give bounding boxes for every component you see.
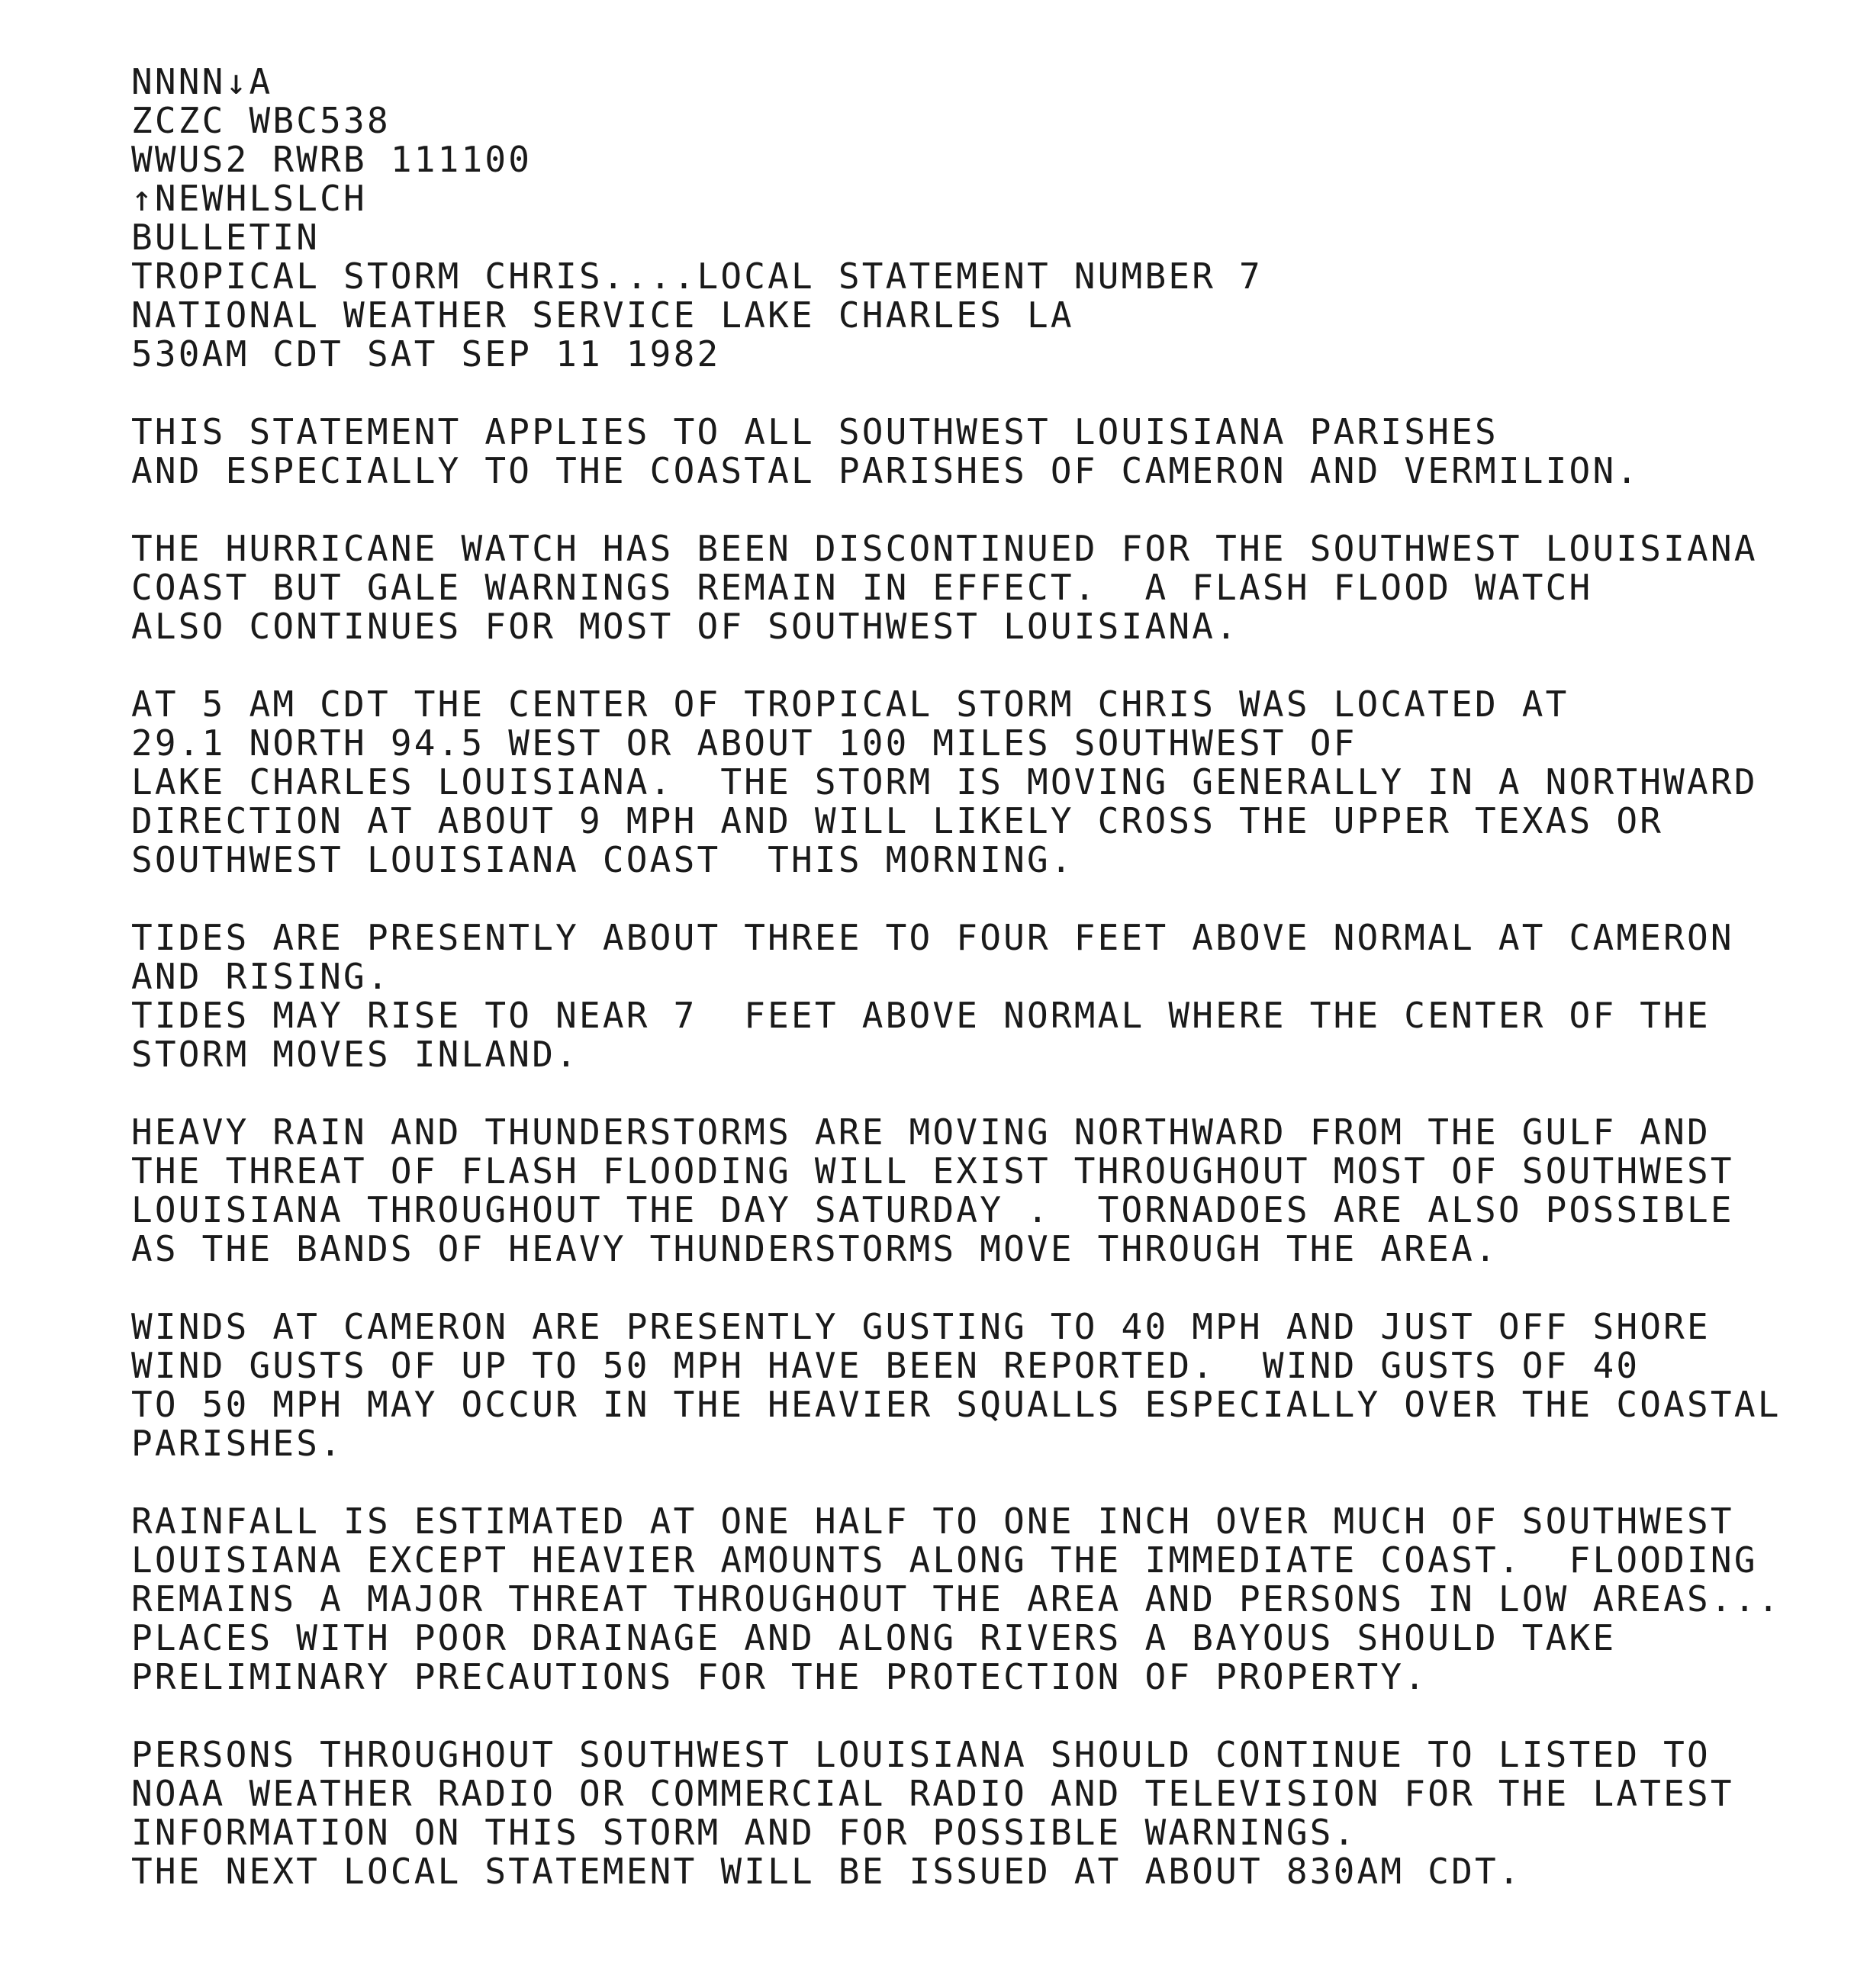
header-line-bulletin: BULLETIN [131,217,320,258]
paragraph-line: PLACES WITH POOR DRAINAGE AND ALONG RIVERS A BAYOUS SHOULD TAKE [131,1617,1617,1658]
paragraph-line: TIDES MAY RISE TO NEAR 7 FEET ABOVE NORMAL WHERE THE CENTER OF THE [131,995,1711,1036]
paragraph-line: STORM MOVES INLAND. [131,1034,579,1075]
paragraph-line: ALSO CONTINUES FOR MOST OF SOUTHWEST LOUISIANA. [131,606,1240,647]
next-statement-line: THE NEXT LOCAL STATEMENT WILL BE ISSUED AT ABOUT 830AM CDT. [131,1851,1522,1892]
paragraph-line: SOUTHWEST LOUISIANA COAST THIS MORNING. [131,839,1074,880]
paragraph-line: NOAA WEATHER RADIO OR COMMERCIAL RADIO AND TELEVISION FOR THE LATEST [131,1773,1734,1814]
paragraph-line: THE HURRICANE WATCH HAS BEEN DISCONTINUED FOR THE SOUTHWEST LOUISIANA [131,528,1758,569]
paragraph-rainfall [131,1502,1810,1697]
paragraph-advisory [131,1735,1810,1891]
paragraph-line: AT 5 AM CDT THE CENTER OF TROPICAL STORM CHRIS WAS LOCATED AT [131,684,1569,725]
paragraph-winds [131,1308,1810,1463]
paragraph-line: TO 50 MPH MAY OCCUR IN THE HEAVIER SQUALLS ESPECIALLY OVER THE COASTAL [131,1384,1782,1425]
paragraph-line: PERSONS THROUGHOUT SOUTHWEST LOUISIANA SHOULD CONTINUE TO LISTED TO [131,1734,1711,1775]
header-line-zczc: ZCZC WBC538 [131,100,391,141]
issue-time: 530AM CDT SAT SEP 11 1982 [131,333,721,375]
header-line-wmo: WWUS2 RWRB 111100 [131,139,533,180]
paragraph-watches-warnings [131,529,1810,646]
header-line-product: ↑NEWHLSLCH [131,178,367,219]
paragraph-line: AND RISING. [131,956,391,997]
paragraph-line: AND ESPECIALLY TO THE COASTAL PARISHES OF CAMERON AND VERMILION. [131,450,1640,491]
statement-title: TROPICAL STORM CHRIS....LOCAL STATEMENT NUMBER 7 [131,256,1263,297]
paragraph-line: AS THE BANDS OF HEAVY THUNDERSTORMS MOVE THROUGH THE AREA. [131,1228,1498,1269]
issuing-office: NATIONAL WEATHER SERVICE LAKE CHARLES LA [131,294,1074,336]
paragraph-line: RAINFALL IS ESTIMATED AT ONE HALF TO ONE INCH OVER MUCH OF SOUTHWEST [131,1501,1734,1542]
paragraph-line: PARISHES. [131,1423,344,1464]
paragraph-line: REMAINS A MAJOR THREAT THROUGHOUT THE AREA AND PERSONS IN LOW AREAS... [131,1578,1782,1620]
paragraph-line: INFORMATION ON THIS STORM AND FOR POSSIBLE WARNINGS. [131,1812,1357,1853]
paragraph-line: LOUISIANA EXCEPT HEAVIER AMOUNTS ALONG THE IMMEDIATE COAST. FLOODING [131,1539,1758,1581]
paragraph-line: WIND GUSTS OF UP TO 50 MPH HAVE BEEN REPORTED. WIND GUSTS OF 40 [131,1345,1640,1386]
paragraph-heavy-rain [131,1113,1810,1269]
paragraph-storm-location [131,685,1810,880]
header-line-routing: NNNN↓A [131,61,273,102]
bulletin-header [131,63,1810,374]
paragraph-line: LAKE CHARLES LOUISIANA. THE STORM IS MOVING GENERALLY IN A NORTHWARD [131,761,1758,803]
paragraph-line: LOUISIANA THROUGHOUT THE DAY SATURDAY . TORNADOES ARE ALSO POSSIBLE [131,1189,1734,1230]
paragraph-line: PRELIMINARY PRECAUTIONS FOR THE PROTECTION OF PROPERTY. [131,1656,1428,1697]
teletype-bulletin [131,63,1810,1891]
paragraph-tides [131,918,1810,1074]
paragraph-line: TIDES ARE PRESENTLY ABOUT THREE TO FOUR FEET ABOVE NORMAL AT CAMERON [131,917,1734,958]
paragraph-line: THE THREAT OF FLASH FLOODING WILL EXIST THROUGHOUT MOST OF SOUTHWEST [131,1150,1734,1192]
paragraph-line: DIRECTION AT ABOUT 9 MPH AND WILL LIKELY CROSS THE UPPER TEXAS OR [131,800,1664,841]
paragraph-line: COAST BUT GALE WARNINGS REMAIN IN EFFECT. A FLASH FLOOD WATCH [131,567,1593,608]
paragraph-line: THIS STATEMENT APPLIES TO ALL SOUTHWEST LOUISIANA PARISHES [131,411,1498,452]
paragraph-line: WINDS AT CAMERON ARE PRESENTLY GUSTING TO 40 MPH AND JUST OFF SHORE [131,1306,1711,1347]
paragraph-line: HEAVY RAIN AND THUNDERSTORMS ARE MOVING NORTHWARD FROM THE GULF AND [131,1111,1711,1153]
paragraph-applicability [131,413,1810,491]
paragraph-line: 29.1 NORTH 94.5 WEST OR ABOUT 100 MILES SOUTHWEST OF [131,722,1357,764]
